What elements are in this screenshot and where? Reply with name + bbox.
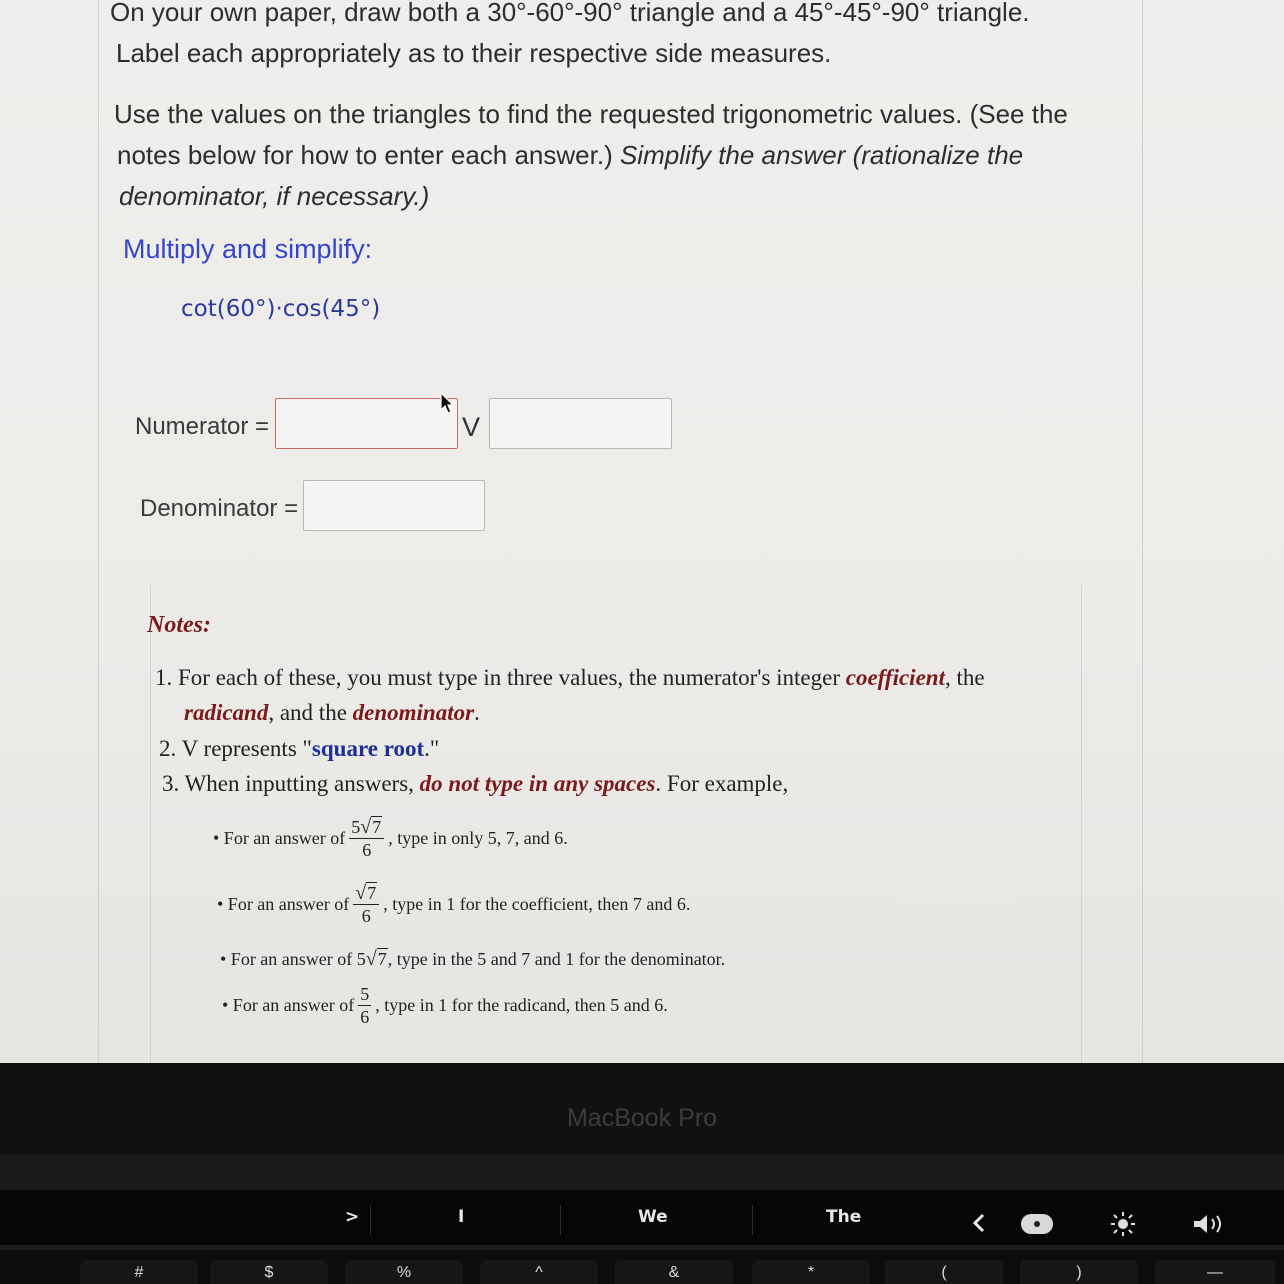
mouse-pointer-icon [440, 392, 456, 416]
example-2: • For an answer of $\frac{√7}{6}$ , type in 1 for the coefficient, then 7 and 6. [217, 882, 691, 926]
note-item-1: 1. For each of these, you must type in three values, the numerator's integer coefficient, the [155, 665, 985, 690]
volume-icon[interactable] [1192, 1213, 1230, 1235]
fraction-5-over-6: $\frac{5}{6}$ [360, 984, 370, 1027]
example-1: • For an answer of $\frac{5√7}{6}$ , type in only 5, 7, and 6. [213, 816, 568, 860]
coefficient-input[interactable] [275, 398, 458, 449]
trig-expression: cot(60°)·cos(45°) [181, 296, 381, 322]
brightness-high-icon[interactable] [1110, 1211, 1136, 1237]
brand-label: MacBook Pro [566, 1104, 718, 1132]
note-item-2: 2. V represents "square root." [159, 736, 440, 761]
fraction-5-root7-over-6: $\frac{5√7}{6}$ [349, 816, 384, 861]
key-open-paren[interactable]: ( [885, 1260, 1003, 1284]
key-ampersand[interactable]: & [615, 1260, 733, 1284]
note-item-1-cont: radicand, and the denominator. [184, 700, 480, 725]
touchbar-divider [370, 1205, 371, 1235]
touchbar-divider [752, 1205, 753, 1235]
sqrt-symbol: V [462, 412, 481, 442]
denominator-label: Denominator = [140, 495, 299, 522]
radicand-input[interactable] [489, 398, 672, 449]
question-line-2: Label each appropriately as to their respective side measures. [116, 38, 832, 68]
key-percent[interactable]: % [345, 1260, 463, 1284]
key-asterisk[interactable]: * [752, 1260, 870, 1284]
question-line-3: Use the values on the triangles to find the requested trigonometric values. (See the [114, 99, 1068, 129]
note-item-3: 3. When inputting answers, do not type in any spaces. For example, [162, 771, 789, 796]
key-close-paren[interactable]: ) [1020, 1260, 1138, 1284]
question-line-1: On your own paper, draw both a 30°-60°-90° triangle and a 45°-45°-90° triangle. [110, 0, 1030, 27]
key-caret[interactable]: ^ [480, 1260, 598, 1284]
touchbar-divider [560, 1205, 561, 1235]
touchbar-suggestion-1[interactable]: > [345, 1207, 360, 1227]
brightness-low-icon[interactable] [1020, 1213, 1054, 1235]
example-4: • For an answer of $\frac{5}{6}$ , type in 1 for the radicand, then 5 and 6. [222, 984, 668, 1027]
touchbar-suggestion-3[interactable]: We [638, 1207, 668, 1227]
example-3: • For an answer of 5 √7 , type in the 5 and 7 and 1 for the denominator. [220, 948, 726, 970]
touchbar-suggestion-4[interactable]: The [826, 1207, 862, 1227]
question-line-5: denominator, if necessary.) [119, 181, 430, 211]
notes-title: Notes: [147, 612, 211, 638]
numerator-label: Numerator = [135, 413, 270, 440]
key-dash[interactable]: — [1155, 1260, 1275, 1284]
chevron-left-icon[interactable] [970, 1212, 988, 1234]
key-dollar[interactable]: $ [210, 1260, 328, 1284]
question-line-4: notes below for how to enter each answer.) Simplify the answer (rationalize the [117, 140, 1024, 170]
touchbar-suggestion-2[interactable]: I [458, 1207, 465, 1227]
denominator-input[interactable] [303, 480, 485, 531]
fraction-root7-over-6: $\frac{√7}{6}$ [353, 882, 379, 927]
prompt-heading: Multiply and simplify: [123, 234, 373, 264]
key-hash[interactable]: # [80, 1260, 198, 1284]
